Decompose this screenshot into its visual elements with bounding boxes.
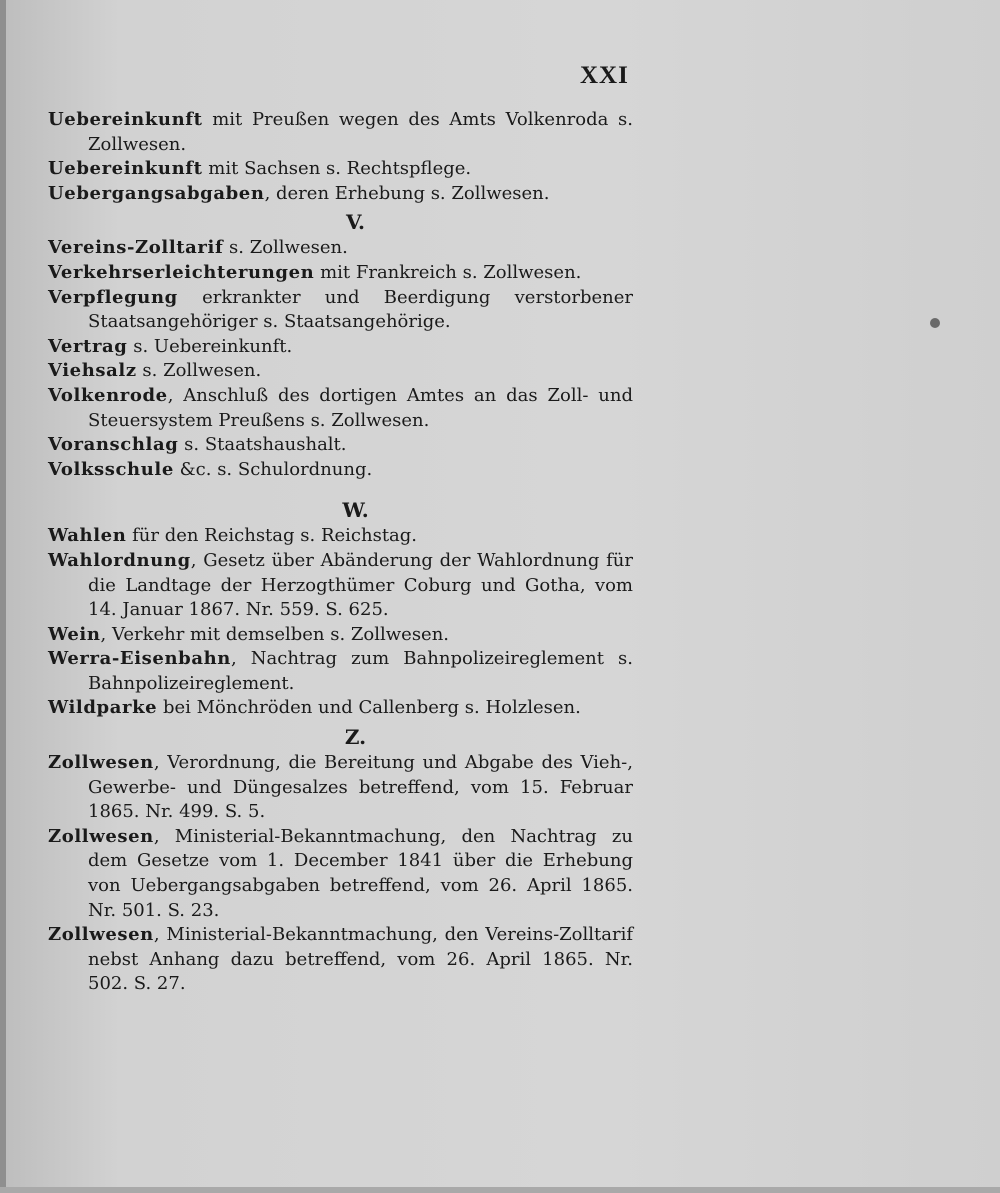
section-letter-heading: W. [342,498,369,523]
index-entry [48,384,633,433]
entry-term: Wahlen [48,525,127,547]
entry-term: Zollwesen [48,825,154,847]
entry-text: , Ministerial-Bekanntmachung, den Vereins-Zolltarif nebst Anhang dazu betreffend, vom 26. April 1865. Nr. 502. S. 27. [88,924,633,995]
index-entry [48,108,633,157]
index-section-z [48,723,633,997]
entry-term: Uebereinkunft [48,158,203,180]
entry-text: &c. s. Schulordnung. [173,458,373,480]
entry-term: Uebergangsabgaben [48,182,265,204]
entry-term: Vereins-Zolltarif [48,237,224,259]
entry-text: mit Sachsen s. Rechtspflege. [202,158,472,180]
index-section-u [48,108,633,206]
index-entry [48,286,633,335]
page-left-edge [0,0,6,1193]
page-number: XXI [580,62,629,89]
index-entry [48,182,633,207]
entry-text: für den Reichstag s. Reichstag. [126,525,418,547]
index-entry [48,751,633,825]
index-entry [48,923,633,997]
entry-term: Vertrag [48,335,128,357]
entry-text: erkrankter und Beerdigung verstorbener Staatsangehöriger s. Staatsangehörige. [88,286,633,333]
entry-text: s. Uebereinkunft. [127,335,293,357]
index-entry [48,549,633,623]
index-content [48,108,633,997]
index-entry [48,157,633,182]
entry-term: Zollwesen [48,752,154,774]
entry-text: , Anschluß des dortigen Amtes an das Zoll- und Steuersystem Preußens s. Zollwesen. [88,384,633,431]
index-entry [48,825,633,923]
entry-text: , deren Erhebung s. Zollwesen. [264,182,550,204]
index-entry [48,433,633,458]
page-bottom-edge [0,1187,1000,1193]
entry-term: Verkehrserleichterungen [48,261,315,283]
entry-text: , Verordnung, die Bereitung und Abgabe des Vieh-, Gewerbe- und Düngesalzes betreffend, vom 15. Februar 1865. Nr. 499. S. 5. [88,752,633,823]
entry-text: s. Zollwesen. [136,360,262,382]
entry-term: Voranschlag [48,434,179,456]
entry-term: Volksschule [48,458,174,480]
entry-text: , Gesetz über Abänderung der Wahlordnung für die Landtage der Herzogthümer Coburg und Gotha, vom 14. Januar 1867. Nr. 559. S. 625. [88,549,633,621]
entry-text: mit Frankreich s. Zollwesen. [314,261,582,283]
index-entry [48,261,633,286]
index-entry [48,623,633,648]
index-entry [48,647,633,696]
entry-text: , Ministerial-Bekanntmachung, den Nachtrag zu dem Gesetze vom 1. December 1841 über die Erhebung von Uebergangsabgaben betreffend, vom 26. April 1865. Nr. 501. S. 23. [88,825,633,921]
entry-term: Wahlordnung [48,549,191,571]
paper-blemish [930,318,940,328]
index-entry [48,335,633,360]
index-entry [48,696,633,721]
entry-term: Verpflegung [48,286,178,308]
entry-text: s. Zollwesen. [223,237,348,259]
entry-text: , Nachtrag zum Bahnpolizeireglement s. Bahnpolizeireglement. [88,648,633,694]
section-letter-heading: Z. [344,725,367,750]
index-section-v [48,208,633,482]
entry-text: , Verkehr mit demselben s. Zollwesen. [100,623,450,645]
entry-term: Zollwesen [48,924,154,946]
entry-text: s. Staatshaushalt. [178,434,347,456]
entry-text: mit Preußen wegen des Amts Volkenroda s. Zollwesen. [88,109,633,155]
index-entry [48,236,633,261]
index-section-w [48,496,633,721]
entry-term: Werra-Eisenbahn [48,648,231,670]
entry-term: Viehsalz [48,360,137,382]
index-entry [48,524,633,549]
entry-term: Volkenrode [48,384,168,406]
entry-term: Wildparke [48,697,158,719]
index-entry [48,359,633,384]
entry-term: Wein [48,623,101,645]
entry-text: bei Mönchröden und Callenberg s. Holzlesen. [157,697,581,719]
index-entry [48,458,633,483]
section-letter-heading: V. [346,210,365,235]
entry-term: Uebereinkunft [48,109,203,130]
